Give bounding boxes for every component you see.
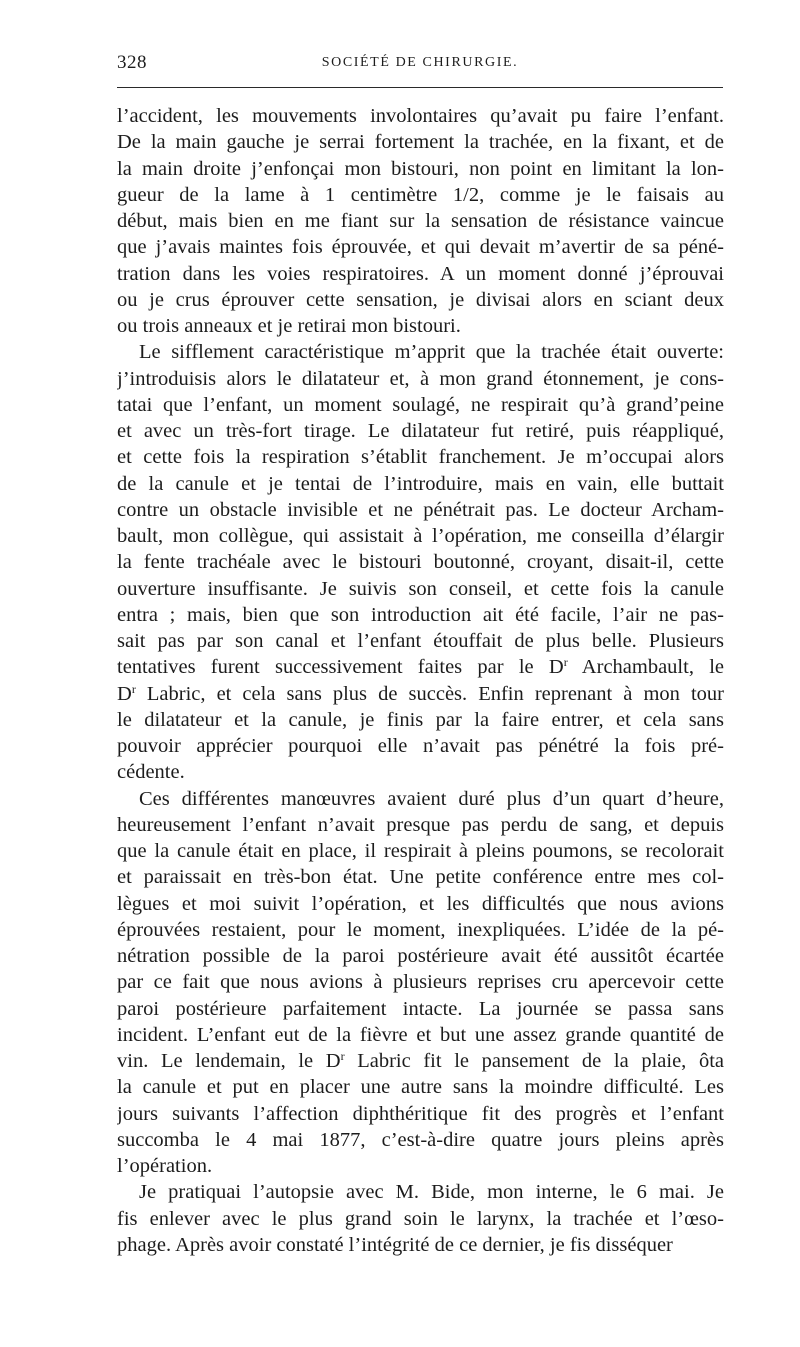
text-line: incident. L’enfant eut de la fièvre et but une assez grande quantité de (117, 1023, 724, 1046)
superscript-abbreviation: r (131, 681, 136, 696)
line-segment: vin. Le lendemain, le D (117, 1050, 341, 1072)
paragraph (117, 339, 724, 785)
text-line: entra ; mais, bien que son introduction ait été facile, l’air ne pas- (117, 603, 724, 626)
text-line: et paraissait en très-bon état. Une petite conférence entre mes col- (117, 866, 724, 889)
line-segment: tentatives furent successivement faites par le D (117, 656, 564, 679)
text-line: début, mais bien en me fiant sur la sensation de résistance vaincue (117, 210, 724, 232)
paragraph (117, 786, 724, 1180)
text-line: la main droite j’enfonçai mon bistouri, non point en limitant la lon- (117, 157, 724, 180)
text-line: gueur de la lame à 1 centimètre 1/2, comme je le faisais au (117, 183, 724, 206)
text-line: sait pas par son canal et l’enfant étouffait de plus belle. Plusieurs (117, 630, 724, 652)
text-line: l’opération. (117, 1155, 213, 1177)
text-line: cédente. (117, 761, 185, 784)
text-line: Le sifflement caractéristique m’apprit que la trachée était ouverte: (139, 341, 724, 364)
text-line: que la canule était en place, il respirait à pleins poumons, se recolorait (117, 840, 724, 862)
text-line: ou trois anneaux et je retirai mon bistouri. (117, 315, 461, 337)
text-line: tatai que l’enfant, un moment soulagé, ne respirait qu’à grand’peine (117, 393, 724, 416)
text-line: éprouvées restaient, pour le moment, inexpliquées. L’idée de la pé- (117, 918, 724, 941)
line-segment: Labric, et cela sans plus de succès. Enfin reprenant à mon tour (135, 682, 724, 705)
text-line (117, 654, 724, 680)
line-segment: D (117, 682, 132, 705)
text-line: lègues et moi suivit l’opération, et les difficultés que nous avions (117, 892, 724, 915)
text-line: j’introduisis alors le dilatateur et, à mon grand étonnement, je cons- (117, 367, 724, 390)
text-line: ouverture insuffisante. Je suivis son conseil, et cette fois la canule (117, 577, 724, 600)
text-line: paroi postérieure parfaitement intacte. La journée se passa sans (117, 997, 724, 1020)
text-line: la canule et put en placer une autre sans la moindre difficulté. Les (117, 1076, 724, 1099)
text-line (117, 681, 724, 707)
superscript-abbreviation: r (563, 655, 568, 670)
text-line: jours suivants l’affection diphthéritique fit des progrès et l’enfant (117, 1102, 724, 1125)
paragraph (117, 1179, 724, 1258)
page-number: 328 (117, 52, 147, 73)
text-line: Ces différentes manœuvres avaient duré plus d’un quart d’heure, (139, 787, 724, 810)
text-line: heureusement l’enfant n’avait presque pas perdu de sang, et depuis (117, 813, 724, 836)
text-line: et avec un très-fort tirage. Le dilatateur fut retiré, puis réappliqué, (117, 420, 724, 442)
body-text (117, 103, 724, 1258)
text-line: l’accident, les mouvements involontaires qu’avait pu faire l’enfant. (117, 105, 724, 127)
text-line: nétration possible de la paroi postérieure avait été aussitôt écartée (117, 945, 724, 967)
text-line: le dilatateur et la canule, je finis par la faire entrer, et cela sans (117, 708, 724, 731)
text-line: Je pratiquai l’autopsie avec M. Bide, mon interne, le 6 mai. Je (139, 1181, 724, 1204)
text-line: contre un obstacle invisible et ne pénétrait pas. Le docteur Archam- (117, 498, 724, 521)
superscript-abbreviation: r (340, 1049, 345, 1063)
text-line: de la canule et je tentai de l’introduire, mais en vain, elle buttait (117, 472, 724, 495)
header-rule (117, 87, 723, 88)
text-line (117, 1048, 724, 1074)
paragraph (117, 103, 724, 339)
text-line: la fente trachéale avec le bistouri boutonné, croyant, disait-il, cette (117, 551, 724, 574)
line-segment: Archambault, le (567, 656, 724, 679)
text-line: par ce fait que nous avions à plusieurs reprises cru apercevoir cette (117, 971, 724, 994)
text-line: phage. Après avoir constaté l’intégrité de ce dernier, je fis disséquer (117, 1233, 673, 1256)
text-line: succomba le 4 mai 1877, c’est-à-dire quatre jours pleins après (117, 1128, 724, 1151)
text-line: que j’avais maintes fois éprouvée, et qui devait m’avertir de sa péné- (117, 236, 724, 259)
text-line: De la main gauche je serrai fortement la trachée, en la fixant, et de (117, 131, 724, 154)
text-line: bault, mon collègue, qui assistait à l’opération, me conseilla d’élargir (117, 525, 724, 547)
text-line: ou je crus éprouver cette sensation, je divisai alors en sciant deux (117, 288, 724, 311)
running-head (117, 52, 723, 76)
text-line: pouvoir apprécier pourquoi elle n’avait pas pénétré la fois pré- (117, 735, 724, 757)
text-line: tration dans les voies respiratoires. A un moment donné j’éprouvai (117, 262, 724, 285)
header-title: SOCIÉTÉ DE CHIRURGIE. (321, 55, 519, 70)
text-line: fis enlever avec le plus grand soin le larynx, la trachée et l’œso- (117, 1207, 724, 1230)
text-line: et cette fois la respiration s’établit franchement. Je m’occupai alors (117, 446, 724, 469)
line-segment: Labric fit le pansement de la plaie, ôta (344, 1050, 724, 1072)
